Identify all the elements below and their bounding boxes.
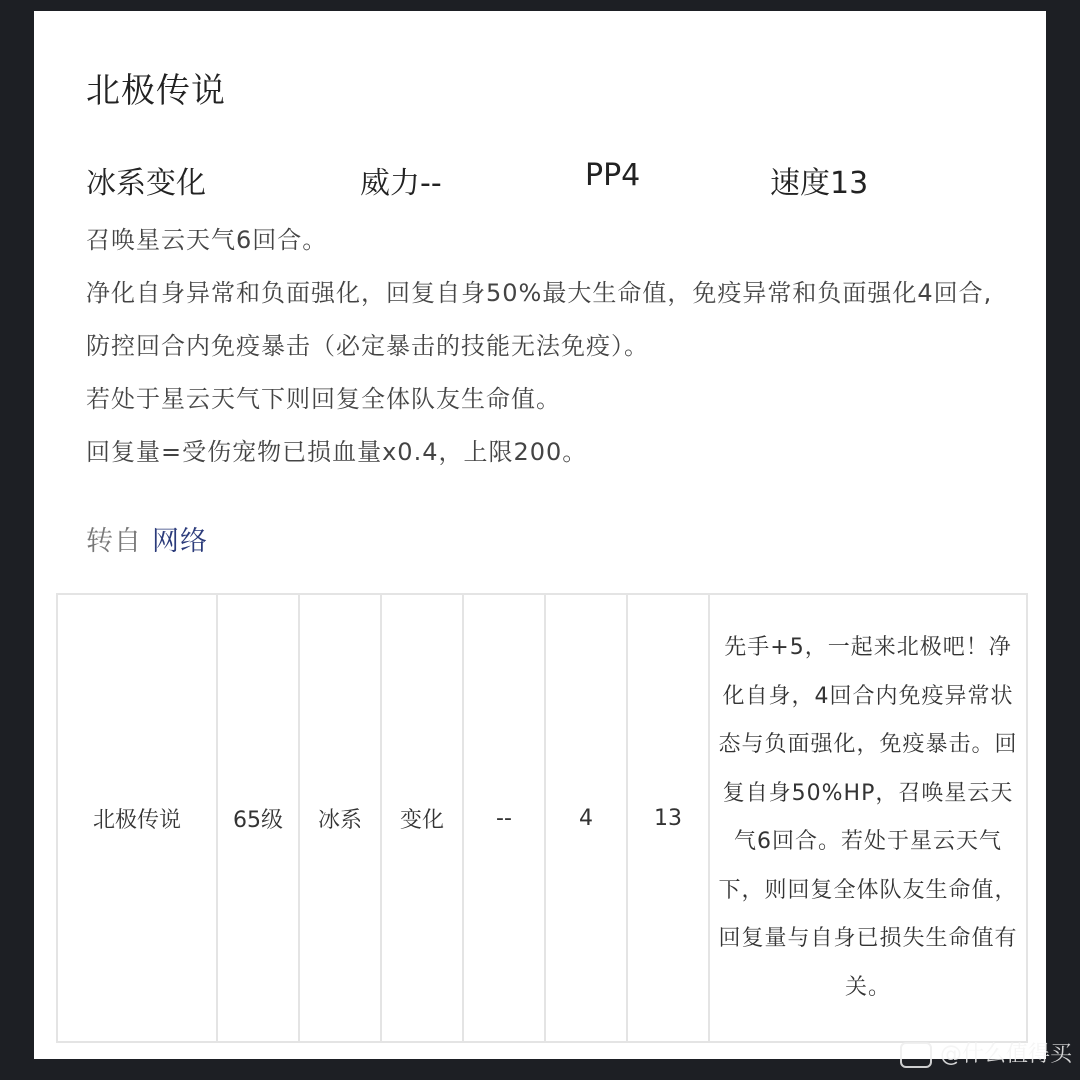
skill-stats bbox=[34, 158, 1046, 201]
skill-title: 北极传说 bbox=[86, 71, 226, 111]
watermark bbox=[900, 1037, 1072, 1068]
table-row bbox=[57, 594, 1027, 1042]
skill-table bbox=[56, 593, 1028, 1043]
cell-note: 先手+5，一起来北极吧！净化自身，4回合内免疫异常状态与负面强化，免疫暴击。回复自身50%HP，召唤星云天气6回合。若处于星云天气下，则回复全体队友生命值，回复量与自身已损失生命值有关。 bbox=[709, 594, 1027, 1042]
source-prefix: 转自 bbox=[86, 526, 142, 557]
watermark-text: @什么值得买 bbox=[939, 1042, 1072, 1067]
cell-level: 65级 bbox=[217, 594, 299, 1042]
desc-line: 召唤星云天气6回合。 bbox=[86, 226, 328, 254]
skill-pp: PP4 bbox=[585, 158, 641, 193]
cell-element: 冰系 bbox=[299, 594, 381, 1042]
cell-power: -- bbox=[463, 594, 545, 1042]
skill-power: 威力-- bbox=[360, 166, 442, 201]
cell-pp: 4 bbox=[545, 594, 627, 1042]
source-link[interactable]: 网络 bbox=[152, 526, 208, 557]
desc-line: 若处于星云天气下则回复全体队友生命值。 bbox=[86, 385, 561, 413]
cell-category: 变化 bbox=[381, 594, 463, 1042]
skill-type: 冰系变化 bbox=[86, 166, 206, 201]
desc-line: 净化自身异常和负面强化，回复自身50%最大生命值，免疫异常和负面强化4回合,防控回合内免疫暴击（必定暴击的技能无法免疫）。 bbox=[86, 279, 993, 360]
cell-speed: 13 bbox=[627, 594, 709, 1042]
desc-line: 回复量=受伤宠物已损血量x0.4，上限200。 bbox=[86, 438, 588, 466]
skill-speed: 速度13 bbox=[770, 166, 869, 201]
chat-bubble-icon bbox=[900, 1042, 932, 1068]
source-line bbox=[86, 519, 208, 558]
skill-card bbox=[34, 11, 1046, 1059]
cell-name: 北极传说 bbox=[57, 594, 217, 1042]
skill-description bbox=[86, 214, 1016, 479]
